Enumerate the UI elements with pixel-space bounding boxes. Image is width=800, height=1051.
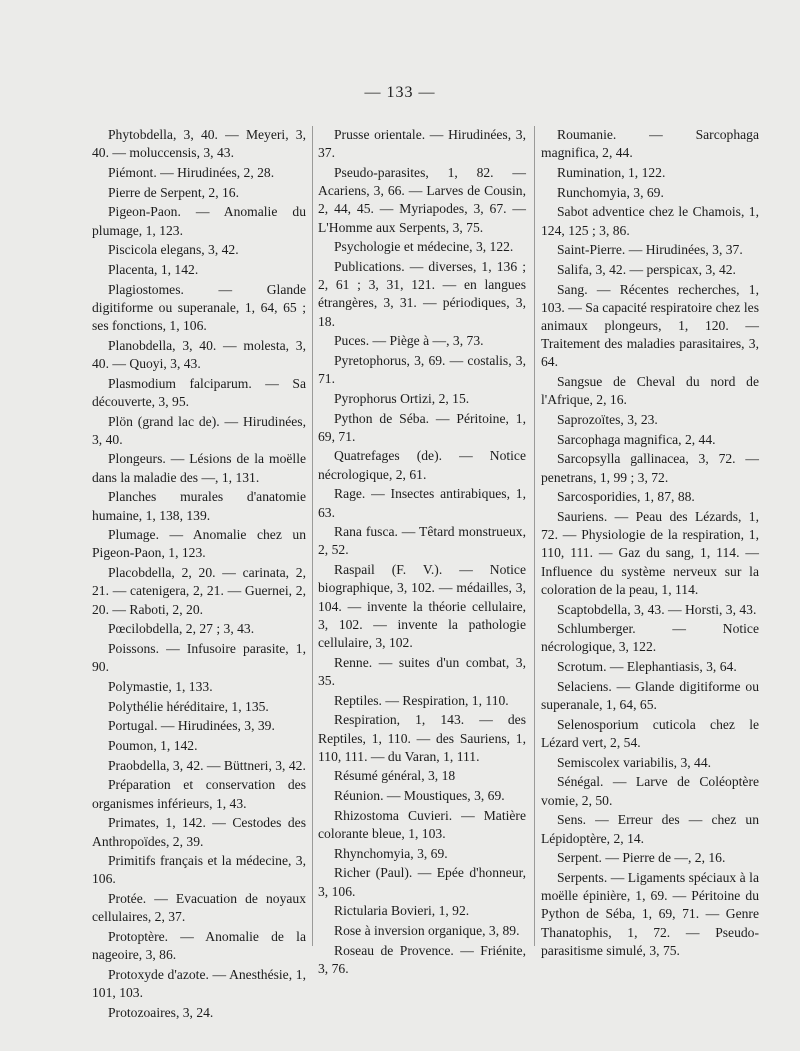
index-entry: Protoptère. — Anomalie de la nageoire, 3, 86. <box>92 929 306 963</box>
index-entry: Protoxyde d'azote. — Anesthésie, 1, 101, 103. <box>92 966 306 1001</box>
index-entry: Plumage. — Anomalie chez un Pigeon-Paon, 1, 123. <box>92 527 306 561</box>
index-entry: Sens. — Erreur des — chez un Lépidoptère, 2, 14. <box>541 812 759 846</box>
index-entry: Primitifs français et la médecine, 3, 106. <box>92 853 306 887</box>
index-entry: Plongeurs. — Lésions de la moëlle dans la maladie des —, 1, 131. <box>92 451 306 485</box>
index-entry: Respiration, 1, 143. — des Reptiles, 1, 110. — des Sauriens, 1, 110, 111. — du Varan, 1, 111. <box>318 712 526 764</box>
index-entry: Saint-Pierre. — Hirudinées, 3, 37. <box>557 242 743 258</box>
index-entry: Pierre de Serpent, 2, 16. <box>108 184 239 200</box>
index-entry: Sarcosporidies, 1, 87, 88. <box>557 489 695 505</box>
index-entry: Pyrophorus Ortizi, 2, 15. <box>334 390 470 406</box>
index-entry: Poissons. — Infusoire parasite, 1, 90. <box>92 640 306 675</box>
index-entry: Sabot adventice chez le Chamois, 1, 124, 125 ; 3, 86. <box>541 204 759 238</box>
index-entry: Pœcilobdella, 2, 27 ; 3, 43. <box>108 621 255 637</box>
index-entry: Rose à inversion organique, 3, 89. <box>334 923 520 939</box>
index-entry: Renne. — suites d'un combat, 3, 35. <box>318 654 526 688</box>
index-entry: Rhizostoma Cuvieri. — Matière colorante bleue, 1, 103. <box>318 807 526 842</box>
index-entry: Primates, 1, 142. — Cestodes des Anthropoïdes, 2, 39. <box>92 815 306 849</box>
index-entry: Phytobdella, 3, 40. — Meyeri, 3, 40. — moluccensis, 3, 43. <box>92 127 306 161</box>
index-entry: Polymastie, 1, 133. <box>108 678 213 694</box>
index-entry: Sang. — Récentes recherches, 1, 103. — Sa capacité respiratoire chez les animaux plongeurs, 1, 120. — Traitement des maladies parasitaires, 3, 64. <box>541 281 759 370</box>
index-entry: Plön (grand lac de). — Hirudinées, 3, 40. <box>92 413 306 447</box>
index-entry: Roumanie. — Sarcophaga magnifica, 2, 44. <box>541 127 759 161</box>
index-entry: Placobdella, 2, 20. — carinata, 2, 21. — catenigera, 2, 21. — Guernei, 2, 20. — Raboti, 2, 20. <box>92 565 306 617</box>
index-entry: Saprozoïtes, 3, 23. <box>557 412 658 428</box>
index-entry: Reptiles. — Respiration, 1, 110. <box>334 692 509 708</box>
index-entry: Piémont. — Hirudinées, 2, 28. <box>108 164 275 180</box>
index-entry: Publications. — diverses, 1, 136 ; 2, 61 ; 3, 31, 121. — en langues étrangères, 3, 31. — périodiques, 3, 18. <box>318 258 526 329</box>
index-entry: Semiscolex variabilis, 3, 44. <box>557 754 712 770</box>
index-entry: Serpents. — Ligaments spéciaux à la moëlle épinière, 1, 69. — Péritoine du Python de Séba, 1, 69, 71. — Genre Thanatophis, 1, 72. — Pseudo-parasitisme simulé, 3, 75. <box>541 869 759 958</box>
index-entry: Protée. — Evacuation de noyaux cellulaires, 2, 37. <box>92 891 306 925</box>
index-entry: Roseau de Provence. — Friénite, 3, 76. <box>318 942 526 976</box>
index-entry: Rumination, 1, 122. <box>557 164 666 180</box>
index-entry: Prusse orientale. — Hirudinées, 3, 37. <box>318 127 526 161</box>
index-entry: Sauriens. — Peau des Lézards, 1, 72. — Physiologie de la respiration, 1, 110, 111. — Gaz du sang, 1, 114. — Influence du système nerveux sur la coloration de la peau, 1, 114. <box>541 509 759 597</box>
index-entry: Sarcopsylla gallinacea, 3, 72. — penetrans, 1, 99 ; 3, 72. <box>541 451 759 485</box>
index-entry: Psychologie et médecine, 3, 122. <box>334 239 514 255</box>
index-entry: Planobdella, 3, 40. — molesta, 3, 40. — Quoyi, 3, 43. <box>92 337 306 371</box>
index-entry: Quatrefages (de). — Notice nécrologique, 2, 61. <box>318 448 526 482</box>
index-entry: Rhynchomyia, 3, 69. <box>334 845 448 861</box>
index-entry: Placenta, 1, 142. <box>108 261 199 277</box>
index-entry: Protozoaires, 3, 24. <box>108 1004 214 1020</box>
index-entry: Scaptobdella, 3, 43. — Horsti, 3, 43. <box>557 601 757 617</box>
index-entry: Sangsue de Cheval du nord de l'Afrique, 2, 16. <box>541 374 759 408</box>
index-entry: Puces. — Piège à —, 3, 73. <box>334 333 484 349</box>
index-entry: Préparation et conservation des organismes inférieurs, 1, 43. <box>92 777 306 811</box>
index-entry: Rana fusca. — Têtard monstrueux, 2, 52. <box>318 524 526 558</box>
index-entry: Selaciens. — Glande digitiforme ou superanale, 1, 64, 65. <box>541 678 759 713</box>
index-entry: Résumé général, 3, 18 <box>334 768 456 784</box>
index-entry: Salifa, 3, 42. — perspicax, 3, 42. <box>557 261 736 277</box>
index-entry: Sarcophaga magnifica, 2, 44. <box>557 431 716 447</box>
index-entry: Rictularia Bovieri, 1, 92. <box>334 903 470 919</box>
index-entry: Poumon, 1, 142. <box>108 738 198 753</box>
index-entry: Richer (Paul). — Epée d'honneur, 3, 106. <box>318 865 526 899</box>
index-entry: Plagiostomes. — Glande digitiforme ou superanale, 1, 64, 65 ; ses fonctions, 1, 106. <box>92 281 306 334</box>
index-entry: Praobdella, 3, 42. — Büttneri, 3, 42. <box>108 757 306 773</box>
index-entry: Raspail (F. V.). — Notice biographique, 3, 102. — médailles, 3, 104. — invente la théorie cellulaire, 3, 102. — invente la pathologie cellulaire, 3, 102. <box>318 562 526 650</box>
index-entry: Rage. — Insectes antirabiques, 1, 63. <box>318 486 526 520</box>
column-divider <box>312 126 313 946</box>
index-column-3 <box>541 126 759 961</box>
page-number: — 133 — <box>364 84 436 101</box>
index-entry: Python de Séba. — Péritoine, 1, 69, 71. <box>318 410 526 444</box>
column-divider <box>534 126 535 946</box>
index-entry: Runchomyia, 3, 69. <box>557 184 664 200</box>
index-entry: Pseudo-parasites, 1, 82. — Acariens, 3, 66. — Larves de Cousin, 2, 44, 45. — Myriapodes, 3, 67. — L'Homme aux Serpents, 3, 75. <box>318 164 526 235</box>
index-entry: Portugal. — Hirudinées, 3, 39. <box>108 718 275 734</box>
index-entry: Plasmodium falciparum. — Sa découverte, 3, 95. <box>92 375 306 409</box>
index-entry: Planches murales d'anatomie humaine, 1, 138, 139. <box>92 489 306 523</box>
index-entry: Piscicola elegans, 3, 42. <box>108 242 239 258</box>
index-entry: Selenosporium cuticola chez le Lézard vert, 2, 54. <box>541 716 759 750</box>
index-entry: Polythélie héréditaire, 1, 135. <box>108 698 269 714</box>
index-column-1 <box>92 126 306 1024</box>
index-entry: Serpent. — Pierre de —, 2, 16. <box>557 850 726 866</box>
index-entry: Schlumberger. — Notice nécrologique, 3, 122. <box>541 621 759 655</box>
index-entry: Sénégal. — Larve de Coléoptère vomie, 2, 50. <box>541 774 759 808</box>
index-column-2 <box>318 126 526 980</box>
index-entry: Pigeon-Paon. — Anomalie du plumage, 1, 123. <box>92 204 306 238</box>
index-entry: Scrotum. — Elephantiasis, 3, 64. <box>557 659 737 675</box>
index-entry: Pyretophorus, 3, 69. — costalis, 3, 71. <box>318 352 526 387</box>
index-entry: Réunion. — Moustiques, 3, 69. <box>334 788 505 804</box>
